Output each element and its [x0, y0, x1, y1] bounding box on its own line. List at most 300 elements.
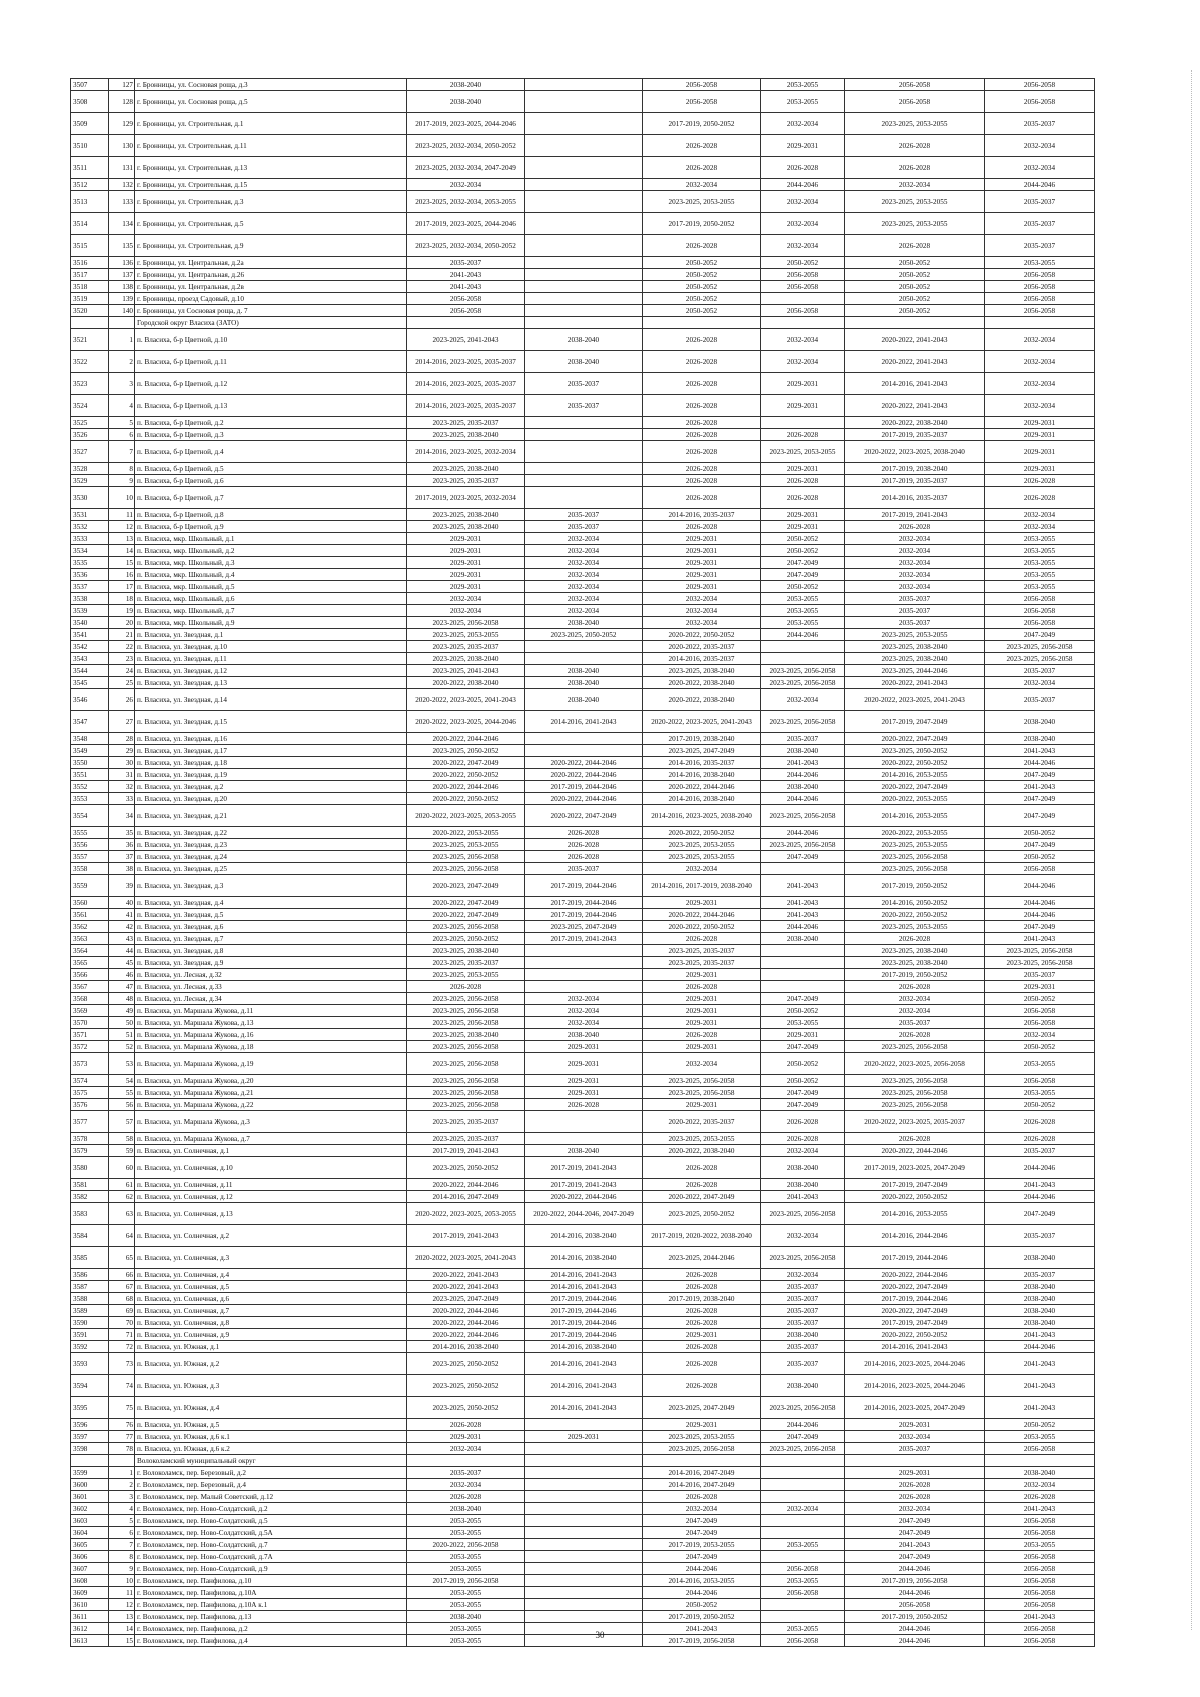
cell-years-4: 2047-2049 [761, 851, 845, 863]
cell-years-4: 2047-2049 [761, 569, 845, 581]
cell-record-id: 3607 [71, 1563, 109, 1575]
cell-address: п. Власиха, ул. Солнечная, д.6 [135, 1293, 407, 1305]
cell-years-1: 2026-2028 [407, 1491, 525, 1503]
cell-years-5: 2020-2022, 2050-2052 [845, 909, 985, 921]
cell-years-5: 2014-2016, 2023-2025, 2047-2049 [845, 1397, 985, 1419]
cell-years-5: 2032-2034 [845, 581, 985, 593]
cell-years-6: 2056-2058 [985, 1563, 1095, 1575]
table-row [71, 641, 1095, 653]
cell-address: г. Волоколамск, пер. Ново-Солдатский, д.9 [135, 1563, 407, 1575]
table-row [71, 769, 1095, 781]
cell-item-number: 52 [109, 1041, 135, 1053]
cell-years-1: 2023-2025, 2038-2040 [407, 463, 525, 475]
cell-years-1: 2023-2025, 2056-2058 [407, 1099, 525, 1111]
cell-item-number: 31 [109, 769, 135, 781]
cell-address: п. Власиха, ул. Солнечная, д.3 [135, 1247, 407, 1269]
cell-item-number: 2 [109, 351, 135, 373]
cell-years-5: 2017-2019, 2038-2040 [845, 463, 985, 475]
table-row [71, 1293, 1095, 1305]
table-row [71, 745, 1095, 757]
cell-years-1: 2023-2025, 2056-2058 [407, 1041, 525, 1053]
cell-years-3: 2056-2058 [643, 79, 761, 91]
cell-years-5: 2023-2025, 2044-2046 [845, 665, 985, 677]
cell-record-id: 3605 [71, 1539, 109, 1551]
cell-years-1: 2023-2025, 2032-2034, 2047-2049 [407, 157, 525, 179]
cell-years-5: 2020-2022, 2047-2049 [845, 1281, 985, 1293]
cell-years-3: 2023-2025, 2035-2037 [643, 945, 761, 957]
cell-years-5: 2026-2028 [845, 157, 985, 179]
cell-item-number: 72 [109, 1341, 135, 1353]
cell-record-id: 3594 [71, 1375, 109, 1397]
table-row [71, 281, 1095, 293]
cell-years-6: 2053-2055 [985, 1053, 1095, 1075]
section-row [71, 317, 1095, 329]
cell-years-4: 2053-2055 [761, 1623, 845, 1635]
cell-years-3: 2026-2028 [643, 351, 761, 373]
cell-years-1: 2014-2016, 2023-2025, 2032-2034 [407, 441, 525, 463]
cell-address: п. Власиха, мкр. Школьный, д.9 [135, 617, 407, 629]
cell-record-id: 3551 [71, 769, 109, 781]
cell-years-4: 2029-2031 [761, 395, 845, 417]
cell-years-6: 2053-2055 [985, 545, 1095, 557]
cell-years-4 [761, 1467, 845, 1479]
cell-years-3: 2017-2019, 2020-2022, 2038-2040 [643, 1225, 761, 1247]
cell-years-1: 2041-2043 [407, 281, 525, 293]
cell-years-3: 2029-2031 [643, 569, 761, 581]
cell-years-1: 2056-2058 [407, 305, 525, 317]
cell-years-4: 2053-2055 [761, 605, 845, 617]
cell-record-id: 3517 [71, 269, 109, 281]
cell-address: п. Власиха, ул. Южная, д.2 [135, 1353, 407, 1375]
cell-years-1: 2023-2025, 2035-2037 [407, 1111, 525, 1133]
cell-years-1: 2023-2025, 2056-2058 [407, 617, 525, 629]
cell-years-5: 2047-2049 [845, 1515, 985, 1527]
cell-record-id: 3559 [71, 875, 109, 897]
cell-record-id: 3535 [71, 557, 109, 569]
cell-address: п. Власиха, б-р Цветной, д.4 [135, 441, 407, 463]
cell-years-6: 2041-2043 [985, 1179, 1095, 1191]
cell-address: п. Власиха, б-р Цветной, д.11 [135, 351, 407, 373]
cell-item-number: 46 [109, 969, 135, 981]
cell-years-3: 2029-2031 [643, 1329, 761, 1341]
cell-years-5: 2047-2049 [845, 1527, 985, 1539]
cell-address: г. Бронницы, ул. Центральная, д.26 [135, 269, 407, 281]
cell-record-id: 3547 [71, 711, 109, 733]
cell-item-number: 130 [109, 135, 135, 157]
cell-address: п. Власиха, ул. Звездная, д.11 [135, 653, 407, 665]
cell-years-6: 2056-2058 [985, 1017, 1095, 1029]
cell-years-3: 2026-2028 [643, 1353, 761, 1375]
table-row [71, 1599, 1095, 1611]
cell-years-4: 2023-2025, 2056-2058 [761, 1443, 845, 1455]
cell-record-id: 3577 [71, 1111, 109, 1133]
cell-record-id: 3556 [71, 839, 109, 851]
cell-years-5: 2014-2016, 2041-2043 [845, 373, 985, 395]
cell-years-5: 2020-2022, 2041-2043 [845, 329, 985, 351]
cell-years-3: 2017-2019, 2050-2052 [643, 1611, 761, 1623]
cell-address: п. Власиха, б-р Цветной, д.5 [135, 463, 407, 475]
cell-item-number: 63 [109, 1203, 135, 1225]
cell-years-4 [761, 1527, 845, 1539]
cell-record-id: 3521 [71, 329, 109, 351]
cell-years-3: 2032-2034 [643, 1503, 761, 1515]
cell-years-1: 2020-2022, 2044-2046 [407, 1179, 525, 1191]
cell-years-5: 2014-2016, 2041-2043 [845, 1341, 985, 1353]
table-row [71, 569, 1095, 581]
cell-item-number: 32 [109, 781, 135, 793]
cell-address: п. Власиха, ул. Звездная, д.6 [135, 921, 407, 933]
table-row [71, 1353, 1095, 1375]
cell-item-number: 2 [109, 1479, 135, 1491]
cell-item-number: 5 [109, 1515, 135, 1527]
cell-years-6: 2023-2025, 2056-2058 [985, 957, 1095, 969]
page-number: 30 [595, 1630, 605, 1640]
cell-years-4 [761, 417, 845, 429]
cell-years-5: 2044-2046 [845, 1623, 985, 1635]
table-row [71, 1111, 1095, 1133]
cell-years-1: 2017-2019, 2041-2043 [407, 1225, 525, 1247]
cell-years-1: 2020-2022, 2047-2049 [407, 757, 525, 769]
cell-years-5: 2020-2022, 2053-2055 [845, 827, 985, 839]
table-row [71, 981, 1095, 993]
cell-record-id: 3578 [71, 1133, 109, 1145]
cell-years-6: 2047-2049 [985, 793, 1095, 805]
cell-years-5: 2026-2028 [845, 1029, 985, 1041]
cell-years-6: 2053-2055 [985, 1539, 1095, 1551]
cell-years-5: 2050-2052 [845, 305, 985, 317]
cell-years-2: 2035-2037 [525, 509, 643, 521]
cell-years-3: 2014-2016, 2035-2037 [643, 757, 761, 769]
cell-years-3: 2050-2052 [643, 257, 761, 269]
cell-years-6: 2026-2028 [985, 1133, 1095, 1145]
cell-years-6: 2038-2040 [985, 1467, 1095, 1479]
table-row [71, 875, 1095, 897]
cell-years-3: 2050-2052 [643, 1599, 761, 1611]
cell-years-2 [525, 79, 643, 91]
cell-address: г. Волоколамск, пер. Ново-Солдатский, д.2 [135, 1503, 407, 1515]
cell-record-id: 3581 [71, 1179, 109, 1191]
cell-record-id: 3560 [71, 897, 109, 909]
cell-years-1: 2023-2025, 2035-2037 [407, 957, 525, 969]
cell-years-1: 2038-2040 [407, 1611, 525, 1623]
cell-years-3: 2020-2022, 2038-2040 [643, 1145, 761, 1157]
cell-years-3: 2029-2031 [643, 993, 761, 1005]
cell-years-6: 2056-2058 [985, 79, 1095, 91]
cell-years-1: 2020-2022, 2038-2040 [407, 677, 525, 689]
cell-years-1: 2053-2055 [407, 1623, 525, 1635]
table-row [71, 91, 1095, 113]
cell-address: п. Власиха, б-р Цветной, д.3 [135, 429, 407, 441]
cell-years-4: 2032-2034 [761, 113, 845, 135]
cell-years-5: 2023-2025, 2038-2040 [845, 641, 985, 653]
cell-years-2 [525, 463, 643, 475]
cell-address: п. Власиха, ул. Звездная, д.20 [135, 793, 407, 805]
cell-years-6: 2053-2055 [985, 1087, 1095, 1099]
cell-years-4: 2026-2028 [761, 1111, 845, 1133]
cell-years-5: 2032-2034 [845, 993, 985, 1005]
cell-years-2: 2038-2040 [525, 329, 643, 351]
cell-years-6: 2035-2037 [985, 191, 1095, 213]
cell-address: п. Власиха, мкр. Школьный, д.3 [135, 557, 407, 569]
cell-years-1: 2053-2055 [407, 1587, 525, 1599]
cell-years-1: 2020-2023, 2047-2049 [407, 875, 525, 897]
cell-years-1: 2023-2025, 2041-2043 [407, 329, 525, 351]
cell-years-6: 2041-2043 [985, 781, 1095, 793]
cell-years-5: 2020-2022, 2023-2025, 2041-2043 [845, 689, 985, 711]
cell-address: п. Власиха, ул. Солнечная, д.13 [135, 1203, 407, 1225]
table-body [71, 79, 1095, 1647]
cell-years-3: 2026-2028 [643, 463, 761, 475]
cell-years-2: 2023-2025, 2050-2052 [525, 629, 643, 641]
cell-years-6: 2056-2058 [985, 1587, 1095, 1599]
cell-address: г. Волоколамск, пер. Панфилова, д.2 [135, 1623, 407, 1635]
cell-years-6: 2041-2043 [985, 1375, 1095, 1397]
cell-years-2 [525, 1527, 643, 1539]
cell-years-3: 2023-2025, 2044-2046 [643, 1247, 761, 1269]
cell-years-2: 2035-2037 [525, 521, 643, 533]
cell-years-3: 2026-2028 [643, 235, 761, 257]
cell-years-3: 2023-2025, 2053-2055 [643, 839, 761, 851]
cell-years-3: 2023-2025, 2053-2055 [643, 191, 761, 213]
cell-item-number: 59 [109, 1145, 135, 1157]
cell-address: г. Бронницы, ул. Строительная, д.9 [135, 235, 407, 257]
cell-item-number: 64 [109, 1225, 135, 1247]
cell-item-number: 39 [109, 875, 135, 897]
cell-years-5: 2020-2022, 2047-2049 [845, 1305, 985, 1317]
cell-item-number: 14 [109, 1623, 135, 1635]
cell-years-4 [761, 969, 845, 981]
cell-years-6: 2056-2058 [985, 1075, 1095, 1087]
cell-item-number: 53 [109, 1053, 135, 1075]
cell-record-id: 3602 [71, 1503, 109, 1515]
cell-years-2 [525, 1467, 643, 1479]
cell-years-3: 2017-2019, 2056-2058 [643, 1635, 761, 1647]
cell-item-number: 58 [109, 1133, 135, 1145]
cell-record-id: 3553 [71, 793, 109, 805]
cell-years-1: 2023-2025, 2050-2052 [407, 1353, 525, 1375]
cell-address: п. Власиха, б-р Цветной, д.13 [135, 395, 407, 417]
table-row [71, 417, 1095, 429]
cell-years-1: 2035-2037 [407, 1467, 525, 1479]
cell-record-id: 3572 [71, 1041, 109, 1053]
cell-years-5: 2020-2022, 2044-2046 [845, 1269, 985, 1281]
cell-address: г. Волоколамск, пер. Панфилова, д.10А [135, 1587, 407, 1599]
table-row [71, 1029, 1095, 1041]
cell-item-number: 21 [109, 629, 135, 641]
cell-years-5: 2023-2025, 2053-2055 [845, 213, 985, 235]
cell-years-5: 2023-2025, 2056-2058 [845, 1075, 985, 1087]
cell-years-5: 2014-2016, 2050-2052 [845, 897, 985, 909]
cell-years-1: 2029-2031 [407, 533, 525, 545]
cell-years-2 [525, 1539, 643, 1551]
cell-years-2: 2029-2031 [525, 1053, 643, 1075]
cell-record-id: 3530 [71, 487, 109, 509]
cell-years-2 [525, 417, 643, 429]
cell-address: г. Волоколамск, пер. Панфилова, д.4 [135, 1635, 407, 1647]
table-row [71, 793, 1095, 805]
cell-years-1: 2026-2028 [407, 981, 525, 993]
cell-years-1: 2023-2025, 2056-2058 [407, 1005, 525, 1017]
table-row [71, 653, 1095, 665]
cell-years-2: 2026-2028 [525, 1099, 643, 1111]
cell-years-2 [525, 1587, 643, 1599]
cell-years-6: 2044-2046 [985, 897, 1095, 909]
register-table-sheet [70, 78, 1094, 1647]
cell-years-2: 2032-2034 [525, 545, 643, 557]
cell-address: п. Власиха, ул. Солнечная, д.11 [135, 1179, 407, 1191]
cell-years-4: 2032-2034 [761, 329, 845, 351]
cell-item-number: 132 [109, 179, 135, 191]
cell-years-2 [525, 317, 643, 329]
cell-years-6: 2050-2052 [985, 1041, 1095, 1053]
table-row [71, 293, 1095, 305]
cell-years-5: 2056-2058 [845, 1599, 985, 1611]
cell-address: п. Власиха, ул. Солнечная, д.9 [135, 1329, 407, 1341]
cell-record-id: 3582 [71, 1191, 109, 1203]
cell-years-3: 2020-2022, 2035-2037 [643, 1111, 761, 1133]
cell-item-number: 71 [109, 1329, 135, 1341]
cell-years-6: 2050-2052 [985, 1099, 1095, 1111]
table-row [71, 1419, 1095, 1431]
cell-years-3: 2023-2025, 2056-2058 [643, 1443, 761, 1455]
cell-years-5: 2023-2025, 2038-2040 [845, 945, 985, 957]
table-row [71, 1179, 1095, 1191]
cell-years-1: 2023-2025, 2056-2058 [407, 851, 525, 863]
table-row [71, 1443, 1095, 1455]
cell-record-id: 3557 [71, 851, 109, 863]
cell-years-2: 2020-2022, 2047-2049 [525, 805, 643, 827]
cell-years-5: 2020-2022, 2047-2049 [845, 733, 985, 745]
cell-years-2: 2014-2016, 2041-2043 [525, 711, 643, 733]
cell-years-1: 2020-2022, 2023-2025, 2041-2043 [407, 689, 525, 711]
cell-years-3: 2047-2049 [643, 1527, 761, 1539]
cell-record-id: 3600 [71, 1479, 109, 1491]
cell-record-id: 3507 [71, 79, 109, 91]
cell-years-1: 2017-2019, 2023-2025, 2044-2046 [407, 113, 525, 135]
cell-years-3: 2032-2034 [643, 1053, 761, 1075]
cell-address: п. Власиха, ул. Звездная, д.9 [135, 957, 407, 969]
cell-years-1: 2017-2019, 2023-2025, 2044-2046 [407, 213, 525, 235]
cell-years-1: 2053-2055 [407, 1551, 525, 1563]
cell-years-2: 2038-2040 [525, 677, 643, 689]
cell-address: п. Власиха, ул. Маршала Жукова, д.18 [135, 1041, 407, 1053]
cell-years-5: 2017-2019, 2041-2043 [845, 509, 985, 521]
cell-years-5: 2056-2058 [845, 91, 985, 113]
cell-years-4: 2044-2046 [761, 921, 845, 933]
cell-years-3: 2026-2028 [643, 417, 761, 429]
cell-record-id: 3585 [71, 1247, 109, 1269]
cell-years-4: 2047-2049 [761, 1431, 845, 1443]
cell-address: п. Власиха, ул. Солнечная, д.10 [135, 1157, 407, 1179]
cell-years-4: 2023-2025, 2056-2058 [761, 677, 845, 689]
cell-years-4: 2044-2046 [761, 827, 845, 839]
table-row [71, 191, 1095, 213]
cell-years-2 [525, 135, 643, 157]
cell-item-number: 11 [109, 509, 135, 521]
cell-years-1: 2023-2025, 2056-2058 [407, 1075, 525, 1087]
cell-item-number: 67 [109, 1281, 135, 1293]
cell-record-id: 3529 [71, 475, 109, 487]
cell-years-3: 2026-2028 [643, 1269, 761, 1281]
cell-years-1: 2020-2022, 2041-2043 [407, 1281, 525, 1293]
cell-years-3: 2032-2034 [643, 863, 761, 875]
cell-years-3: 2020-2022, 2038-2040 [643, 689, 761, 711]
cell-record-id: 3579 [71, 1145, 109, 1157]
cell-years-5: 2023-2025, 2056-2058 [845, 1041, 985, 1053]
cell-years-3: 2029-2031 [643, 533, 761, 545]
cell-years-4: 2029-2031 [761, 463, 845, 475]
cell-item-number: 128 [109, 91, 135, 113]
cell-years-6: 2056-2058 [985, 863, 1095, 875]
cell-record-id: 3580 [71, 1157, 109, 1179]
cell-years-5: 2026-2028 [845, 933, 985, 945]
cell-years-5: 2026-2028 [845, 521, 985, 533]
table-row [71, 1305, 1095, 1317]
cell-years-5: 2017-2019, 2047-2049 [845, 1317, 985, 1329]
cell-years-4: 2032-2034 [761, 351, 845, 373]
cell-years-4: 2047-2049 [761, 993, 845, 1005]
table-row [71, 1145, 1095, 1157]
cell-record-id: 3536 [71, 569, 109, 581]
cell-years-2 [525, 191, 643, 213]
cell-address: п. Власиха, ул. Лесная, д.33 [135, 981, 407, 993]
cell-years-6: 2041-2043 [985, 1397, 1095, 1419]
cell-years-4: 2053-2055 [761, 617, 845, 629]
cell-years-5: 2032-2034 [845, 545, 985, 557]
cell-years-4: 2035-2037 [761, 1293, 845, 1305]
cell-item-number: 66 [109, 1269, 135, 1281]
cell-years-6: 2041-2043 [985, 745, 1095, 757]
cell-record-id: 3528 [71, 463, 109, 475]
cell-years-2 [525, 235, 643, 257]
cell-years-6: 2044-2046 [985, 1191, 1095, 1203]
cell-years-4: 2053-2055 [761, 79, 845, 91]
cell-years-1: 2023-2025, 2050-2052 [407, 1375, 525, 1397]
cell-years-6: 2035-2037 [985, 1269, 1095, 1281]
cell-years-4 [761, 653, 845, 665]
cell-years-5: 2020-2022, 2050-2052 [845, 757, 985, 769]
cell-years-5: 2014-2016, 2053-2055 [845, 805, 985, 827]
cell-years-4: 2041-2043 [761, 875, 845, 897]
cell-years-6 [985, 317, 1095, 329]
cell-years-5: 2017-2019, 2050-2052 [845, 1611, 985, 1623]
cell-address: п. Власиха, ул. Маршала Жукова, д.20 [135, 1075, 407, 1087]
cell-years-3: 2020-2022, 2044-2046 [643, 781, 761, 793]
cell-years-4: 2026-2028 [761, 475, 845, 487]
cell-years-2 [525, 957, 643, 969]
cell-years-2: 2032-2034 [525, 605, 643, 617]
cell-address: п. Власиха, ул. Южная, д.4 [135, 1397, 407, 1419]
table-row [71, 1005, 1095, 1017]
cell-years-2 [525, 981, 643, 993]
cell-years-5: 2050-2052 [845, 281, 985, 293]
cell-years-4 [761, 1491, 845, 1503]
cell-years-6: 2041-2043 [985, 933, 1095, 945]
cell-years-3: 2017-2019, 2038-2040 [643, 1293, 761, 1305]
cell-years-3: 2023-2025, 2056-2058 [643, 1075, 761, 1087]
cell-years-3: 2032-2034 [643, 179, 761, 191]
cell-years-6: 2041-2043 [985, 1329, 1095, 1341]
cell-years-1: 2023-2025, 2038-2040 [407, 509, 525, 521]
cell-years-1: 2017-2019, 2041-2043 [407, 1145, 525, 1157]
cell-record-id: 3610 [71, 1599, 109, 1611]
cell-item-number [109, 317, 135, 329]
cell-years-2 [525, 1599, 643, 1611]
cell-years-2 [525, 213, 643, 235]
table-row [71, 441, 1095, 463]
cell-years-5: 2020-2022, 2023-2025, 2056-2058 [845, 1053, 985, 1075]
cell-years-3: 2020-2022, 2038-2040 [643, 677, 761, 689]
